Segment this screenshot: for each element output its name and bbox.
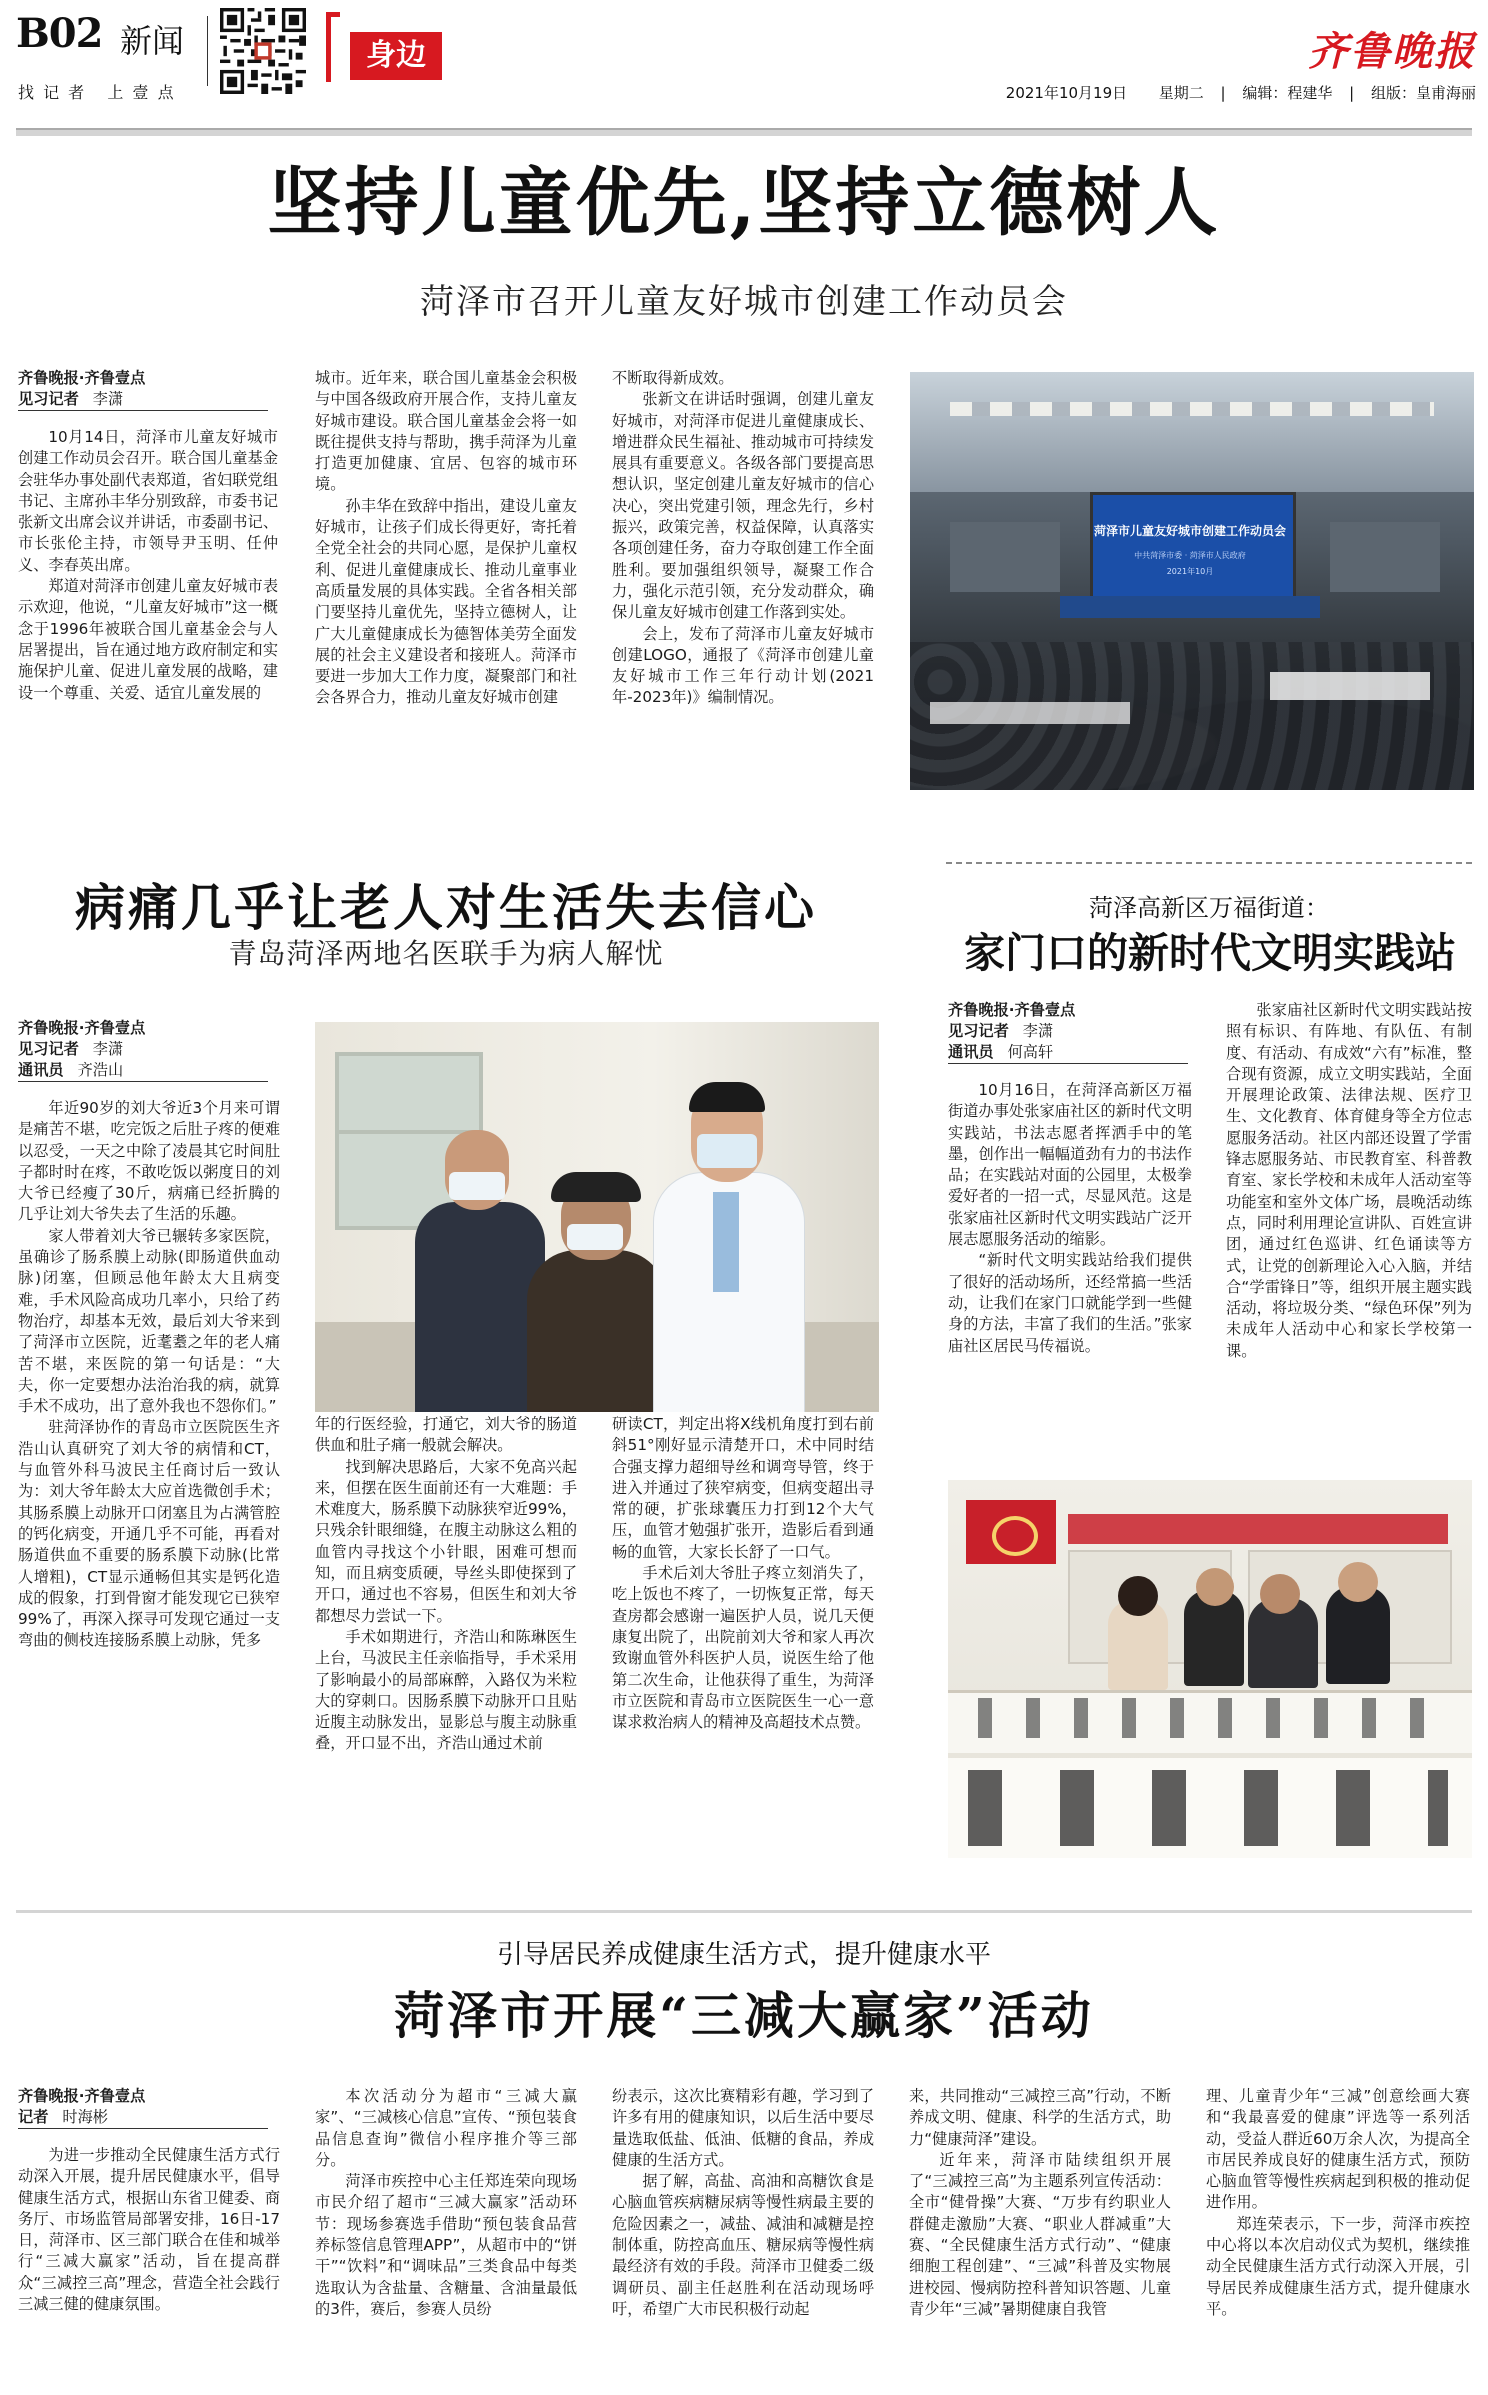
article4-top-rule <box>16 1910 1472 1913</box>
article2-doctor-patient-photo <box>315 1022 879 1412</box>
issue-weekday: 星期二 <box>1158 84 1204 102</box>
article4-paragraph: 本次活动分为超市“三减大赢家”、“三减核心信息”宣传、“预包装食品信息查询”微信小程序推介等三部分。 <box>315 2087 577 2169</box>
article3-source: 齐鲁晚报·齐鲁壹点 <box>948 1001 1076 1019</box>
article1-reporter-name: 李潇 <box>92 390 124 408</box>
issue-date: 2021年10月19日 <box>1005 84 1128 102</box>
article2-source: 齐鲁晚报·齐鲁壹点 <box>18 1019 146 1037</box>
article2-column-2 <box>315 1414 577 1858</box>
stage-screen-date: 2021年10月 <box>1166 567 1214 576</box>
section-tag <box>326 12 448 82</box>
article2-subtitle: 青岛菏泽两地名医联手为病人解忧 <box>228 937 664 970</box>
stage-screen-org: 中共菏泽市委 · 菏泽市人民政府 <box>1134 551 1246 560</box>
header-divider <box>207 16 208 86</box>
article1-paragraph: 10月14日，菏泽市儿童友好城市创建工作动员会召开。联合国儿童基金会驻华办事处副代表郑道，省妇联党组书记、主席孙丰华分别致辞，市委书记张新文出席会议并讲话，市委副书记、市长张伦主持，市领导尹玉明、任仲义、李春英出席。 <box>18 428 278 574</box>
article4-column-5 <box>1206 2086 1470 2386</box>
header-rule <box>16 128 1472 136</box>
article2-paragraph: 手术如期进行，齐浩山和陈琳医生上台，马波民主任亲临指导，手术采用了影响最小的局部麻醉，入路仅为米粒大的穿刺口。因肠系膜下动脉开口且贴近腹主动脉发出，显影总与腹主动脉重叠，开口显不出，齐浩山通过术前 <box>315 1627 577 1753</box>
article1-paragraph: 郑道对菏泽市创建儿童友好城市表示欢迎，他说，“儿童友好城市”这一概念于1996年被联合国儿童基金会与人居署提出，旨在通过地方政府制定和实施保护儿童、促进儿童发展的战略，建设一个尊重、关爱、适宜儿童发展的 <box>18 577 278 702</box>
newspaper-logo: 齐鲁晚报 <box>1308 28 1476 75</box>
article4-title: 菏泽市开展“三减大赢家”活动 <box>394 1986 1094 2045</box>
header-meta: 2021年10月19日 星期二 | 编辑：程建华 | 组版：皇甫海丽 <box>1005 84 1476 102</box>
article1-column-2 <box>315 368 577 788</box>
page-number: B02 <box>16 10 103 57</box>
section-tag-label: 身边 <box>366 38 426 73</box>
article4-column-2 <box>315 2086 577 2386</box>
article4-paragraph: 近年来，菏泽市陆续组织开展了“三减控三高”为主题系列宣传活动：全市“健骨操”大赛、“万步有约职业人群健走激励”大赛、“职业人群减重”大赛、“全民健康生活方式行动”、“健康细胞工程创建”、“三减”科普及实物展进校园、慢病防控科普知识答题、儿童青少年“三减”暑期健康自我管 <box>909 2150 1171 2318</box>
qr-code-icon[interactable] <box>220 8 306 94</box>
article3-column-2 <box>1226 1000 1472 1430</box>
article4-paragraph: 据了解，高盐、高油和高糖饮食是心脑血管疾病糖尿病等慢性病最主要的危险因素之一，减盐、减油和减糖是控制体重，防控高血压、糖尿病等慢性病最经济有效的手段。菏泽市卫健委二级调研员、副主任赵胜利在活动现场呼吁，希望广大市民积极行动起 <box>612 2172 874 2318</box>
article3-paragraph: 10月16日，在菏泽高新区万福街道办事处张家庙社区的新时代文明实践站，书法志愿者挥洒手中的笔墨，创作出一幅幅道劲有力的书法作品；在实践站对面的公园里，太极拳爱好者的一招一式，尽显风范。这是张家庙社区新时代文明实践站广泛开展志愿服务活动的缩影。 <box>948 1081 1192 1249</box>
article3-kicker: 菏泽高新区万福街道： <box>1089 894 1329 922</box>
article4-column-1 <box>18 2086 280 2386</box>
article4-column-4 <box>909 2086 1171 2386</box>
article4-paragraph: 来，共同推动“三减控三高”行动，不断养成文明、健康、科学的生活方式，助力“健康菏泽”建设。 <box>909 2087 1171 2148</box>
article1-paragraph: 城市。近年来，联合国儿童基金会积极与中国各级政府开展合作，支持儿童友好城市建设。联合国儿童基金会将一如既往提供支持与帮助，携手菏泽为儿童打造更加健康、宜居、包容的城市环境。 <box>315 369 577 494</box>
article1-paragraph: 不断取得新成效。 <box>612 369 734 387</box>
article4-reporter-label: 记者 <box>18 2108 49 2126</box>
article2-column-1 <box>18 1018 280 1858</box>
article2-correspondent-label: 通讯员 <box>18 1061 64 1079</box>
article1-paragraph: 会上，发布了菏泽市儿童友好城市创建LOGO，通报了《菏泽市创建儿童友好城市工作三年行动计划(2021年-2023年)》编制情况。 <box>612 624 874 707</box>
article4-reporter-name: 时海彬 <box>62 2108 108 2126</box>
designer-credit: 组版：皇甫海丽 <box>1370 84 1476 102</box>
article3-calligraphy-photo <box>948 1480 1472 1858</box>
article2-paragraph: 家人带着刘大爷已辗转多家医院，虽确诊了肠系膜上动脉(即肠道供血动脉)闭塞，但顾忌他年龄太大且病变难，手术风险高成功几率小，只给了药物治疗，却基本无效，最后刘大爷来到了菏泽市立医院，近耄耋之年的老人痛苦不堪，来医院的第一句话是：“大夫，你一定要想办法治治我的病，就算手术不成功，出了意外我也不怨你们。” <box>18 1226 280 1416</box>
article1-column-3 <box>612 368 874 788</box>
article1-conference-photo <box>910 372 1474 790</box>
article3-reporter-name: 李潇 <box>1022 1022 1054 1040</box>
stage-screen-title: 菏泽市儿童友好城市创建工作动员会 <box>1093 524 1286 538</box>
article2-paragraph: 驻菏泽协作的青岛市立医院医生齐浩山认真研究了刘大爷的病情和CT，与血管外科马波民主任商讨后一致认为：刘大爷年龄太大应首选微创手术；其肠系膜上动脉开口闭塞且为占满管腔的钙化病变，开通几乎不可能，再看对肠道供血不重要的肠系膜下动脉(比常人增粗)，CT显示通畅但其实是钙化造成的假象，打到骨窗才能发现它已狭窄99%了，再深入探寻可发现它通过一支弯曲的侧枝连接肠系膜上动脉，凭多 <box>18 1418 280 1650</box>
article2-column-3 <box>612 1414 874 1858</box>
article3-column-1 <box>948 1000 1192 1430</box>
article4-paragraph: 为进一步推动全民健康生活方式行动深入开展，提升居民健康水平，倡导健康生活方式，根据山东省卫健委、商务厅、市场监管局部署安排，16日-17日，菏泽市、区三部门联合在佳和城举行“三减大赢家”活动，旨在提高群众“三减控三高”理念，营造全社会践行三减三健的健康氛围。 <box>18 2146 280 2314</box>
section-name: 新闻 <box>120 22 185 60</box>
header-slogan: 找 记 者 上 壹 点 <box>18 83 176 102</box>
article2-paragraph: 年的行医经验，打通它，刘大爷的肠道供血和肚子痛一般就会解决。 <box>315 1415 577 1455</box>
article2-paragraph: 年近90岁的刘大爷近3个月来可谓是痛苦不堪，吃完饭之后肚子疼的便难以忍受，一天之中除了凌晨其它时间肚子都时时在疼，不敢吃饭以粥度日的刘大爷已经瘦了30斤，病痛已经折腾的几乎让刘大爷失去了生活的乐趣。 <box>18 1099 280 1224</box>
article2-paragraph: 手术后刘大爷肚子疼立刻消失了，吃上饭也不疼了，一切恢复正常，每天查房都会感谢一遍医护人员，说几天便康复出院了，出院前刘大爷和家人再次致谢血管外科医护人员，说医生给了他第二次生命，让他获得了重生，为菏泽市立医院和青岛市立医院医生一心一意谋求救治病人的精神及高超技术点赞。 <box>612 1564 874 1732</box>
article3-correspondent-label: 通讯员 <box>948 1043 994 1061</box>
article4-source: 齐鲁晚报·齐鲁壹点 <box>18 2087 146 2105</box>
article1-title: 坚持儿童优先,坚持立德树人 <box>267 160 1221 246</box>
article3-top-rule <box>946 862 1472 864</box>
article1-paragraph: 孙丰华在致辞中指出，建设儿童友好城市，让孩子们成长得更好，寄托着全党全社会的共同心愿，是保护儿童权利、促进儿童健康成长、推动儿童事业高质量发展的具体实践。全省各相关部门要坚持儿童优先，坚持立德树人，让广大儿童健康成长为德智体美劳全面发展的社会主义建设者和接班人。菏泽市要进一步加大工作力度，凝聚部门和社会各界合力，推动儿童友好城市创建 <box>315 496 577 707</box>
article1-subtitle: 菏泽市召开儿童友好城市创建工作动员会 <box>420 282 1068 322</box>
article3-paragraph: 张家庙社区新时代文明实践站按照有标识、有阵地、有队伍、有制度、有活动、有成效“六有”标准，整合现有资源，成立文明实践站，全面开展理论政策、法律法规、医疗卫生、文化教育、体育健身等全方位志愿服务活动。社区内部还设置了学雷锋志愿服务站、市民教育室、科普教育室、家长学校和未成年人活动室等功能室和室外文体广场，晨晚活动练点，同时利用理论宣讲队、百姓宣讲团，通过红色巡讲、红色诵读等方式，让党的创新理论入心入脑，并结合“学雷锋日”等，组织开展主题实践活动，将垃圾分类、“绿色环保”列为未成年人活动中心和家长学校第一课。 <box>1226 1001 1472 1360</box>
article4-paragraph: 理、儿童青少年“三减”创意绘画大赛和“我最喜爱的健康”评选等一系列活动，受益人群近60万余人次，为提高全市居民养成良好的健康生活方式，预防心脑血管等慢性疾病起到积极的推动促进作用。 <box>1206 2087 1470 2212</box>
article2-reporter-name: 李潇 <box>92 1040 124 1058</box>
article4-paragraph: 纷表示，这次比赛精彩有趣，学习到了许多有用的健康知识，以后生活中要尽量选取低盐、低油、低糖的食品，养成健康的生活方式。 <box>612 2087 874 2169</box>
article3-paragraph: “新时代文明实践站给我们提供了很好的活动场所，还经常搞一些活动，让我们在家门口就能学到一些健身的方法，丰富了我们的生活。”张家庙社区居民马传福说。 <box>948 1251 1192 1355</box>
article4-column-3 <box>612 2086 874 2386</box>
article1-source: 齐鲁晚报·齐鲁壹点 <box>18 369 146 387</box>
article1-paragraph: 张新文在讲话时强调，创建儿童友好城市，对菏泽市促进儿童健康成长、增进群众民生福祉、推动城市可持续发展具有重要意义。各级各部门要提高思想认识，坚定创建儿童友好城市的信心决心，突出党建引领，理念先行，乡村振兴，政策完善，权益保障，认真落实各项创建任务，奋力夺取创建工作全面胜利。要加强组织领导，凝聚工作合力，强化示范引领，充分发动群众，确保儿童友好城市创建工作落到实处。 <box>612 390 874 622</box>
article3-correspondent-name: 何高轩 <box>1007 1043 1054 1061</box>
article2-reporter-label: 见习记者 <box>18 1040 79 1058</box>
article3-title: 家门口的新时代文明实践站 <box>964 929 1456 977</box>
article2-title: 病痛几乎让老人对生活失去信心 <box>75 878 817 937</box>
editor-credit: 编辑：程建华 <box>1242 84 1333 102</box>
article3-reporter-label: 见习记者 <box>948 1022 1009 1040</box>
article1-reporter-label: 见习记者 <box>18 390 79 408</box>
article4-kicker: 引导居民养成健康生活方式，提升健康水平 <box>496 1940 991 1970</box>
article2-paragraph: 研读CT，判定出将X线机角度打到右前斜51°刚好显示清楚开口，术中同时结合强支撑力超细导丝和调弯导管，终于进入并通过了狭窄病变，但病变超出寻常的硬，扩张球囊压力打到12个大气压，血管才勉强扩张开，造影后看到通畅的血管，大家长长舒了一口气。 <box>612 1415 874 1561</box>
article4-paragraph: 郑连荣表示，下一步，菏泽市疾控中心将以本次启动仪式为契机，继续推动全民健康生活方式行动深入开展，引导居民养成健康生活方式，提升健康水平。 <box>1206 2214 1470 2318</box>
article1-column-1 <box>18 368 278 788</box>
article2-paragraph: 找到解决思路后，大家不免高兴起来，但摆在医生面前还有一大难题：手术难度大，肠系膜下动脉狭窄近99%，只残余针眼细缝，在腹主动脉这么粗的血管内寻找这个小针眼，困难可想而知，而且病变质硬，导丝头即使探到了开口，通过也不容易，但医生和刘大爷都想尽力尝试一下。 <box>315 1457 577 1625</box>
article2-correspondent-name: 齐浩山 <box>77 1061 124 1079</box>
article4-paragraph: 菏泽市疾控中心主任郑连荣向现场市民介绍了超市“三减大赢家”活动环节：现场参赛选手借助“预包装食品营养标签信息管理APP”，从超市中的“饼干”“饮料”和“调味品”三类食品中每类选取认为含盐量、含糖量、含油量最低的3件，赛后，参赛人员纷 <box>315 2172 577 2318</box>
